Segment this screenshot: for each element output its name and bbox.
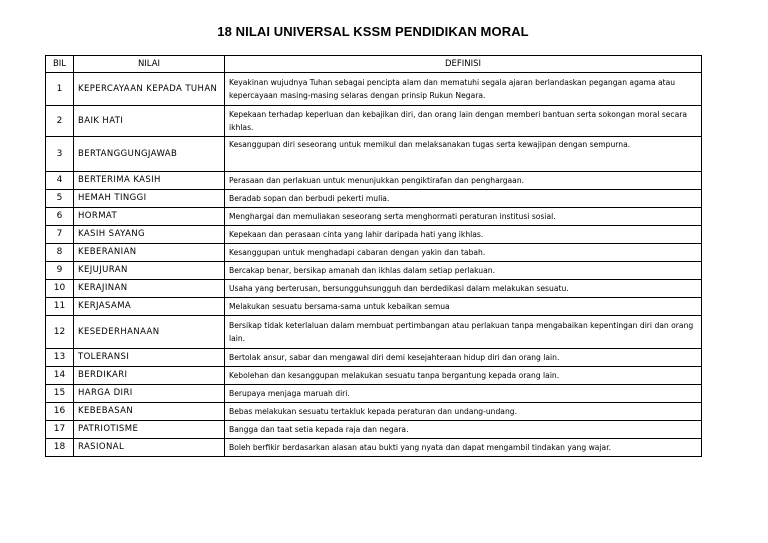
row-number: 17 bbox=[46, 421, 74, 439]
header-definisi: DEFINISI bbox=[225, 56, 702, 73]
row-number: 15 bbox=[46, 385, 74, 403]
row-number: 4 bbox=[46, 172, 74, 190]
table-row bbox=[46, 403, 702, 421]
row-number: 18 bbox=[46, 439, 74, 457]
value-definition: Bangga dan taat setia kepada raja dan negara. bbox=[225, 421, 702, 439]
value-definition: Bersikap tidak keterlaluan dalam membuat pertimbangan atau perlakuan tanpa mengabaikan kepentingan diri dan orang lain. bbox=[225, 316, 702, 349]
value-name: BERTERIMA KASIH bbox=[74, 172, 225, 190]
value-definition: Menghargai dan memuliakan seseorang serta menghormati peraturan institusi sosial. bbox=[225, 208, 702, 226]
value-definition: Boleh berfikir berdasarkan alasan atau bukti yang nyata dan dapat mengambil tindakan yang wajar. bbox=[225, 439, 702, 457]
value-name: KEJUJURAN bbox=[74, 262, 225, 280]
row-number: 9 bbox=[46, 262, 74, 280]
page-title: 18 NILAI UNIVERSAL KSSM PENDIDIKAN MORAL bbox=[217, 24, 529, 39]
value-name: KASIH SAYANG bbox=[74, 226, 225, 244]
value-name: KEBEBASAN bbox=[74, 403, 225, 421]
value-definition: Usaha yang berterusan, bersungguhsungguh dan berdedikasi dalam melakukan sesuatu. bbox=[225, 280, 702, 298]
value-definition: Keyakinan wujudnya Tuhan sebagai pencipta alam dan mematuhi segala ajaran berlandaskan pegangan agama atau kepercayaan masing-masing selaras dengan prinsip Rukun Negara. bbox=[225, 73, 702, 106]
row-number: 11 bbox=[46, 298, 74, 316]
row-number: 14 bbox=[46, 367, 74, 385]
table-row bbox=[46, 190, 702, 208]
table-row bbox=[46, 73, 702, 106]
value-definition: Perasaan dan perlakuan untuk menunjukkan pengiktirafan dan penghargaan. bbox=[225, 172, 702, 190]
value-definition: Berupaya menjaga maruah diri. bbox=[225, 385, 702, 403]
table-row bbox=[46, 137, 702, 172]
value-name: BERDIKARI bbox=[74, 367, 225, 385]
row-number: 13 bbox=[46, 349, 74, 367]
table-row bbox=[46, 244, 702, 262]
value-name: PATRIOTISME bbox=[74, 421, 225, 439]
table-row bbox=[46, 349, 702, 367]
table-row bbox=[46, 262, 702, 280]
table-row bbox=[46, 439, 702, 457]
table-row bbox=[46, 298, 702, 316]
value-definition: Bercakap benar, bersikap amanah dan ikhlas dalam setiap perlakuan. bbox=[225, 262, 702, 280]
value-name: KESEDERHANAAN bbox=[74, 316, 225, 349]
value-name: HARGA DIRI bbox=[74, 385, 225, 403]
value-definition: Kepekaan terhadap keperluan dan kebajikan diri, dan orang lain dengan memberi bantuan serta sokongan moral secara ikhlas. bbox=[225, 106, 702, 137]
value-definition: Kepekaan dan perasaan cinta yang lahir daripada hati yang ikhlas. bbox=[225, 226, 702, 244]
table-row bbox=[46, 106, 702, 137]
value-name: HEMAH TINGGI bbox=[74, 190, 225, 208]
row-number: 3 bbox=[46, 137, 74, 172]
table-row bbox=[46, 367, 702, 385]
row-number: 12 bbox=[46, 316, 74, 349]
value-name: KERAJINAN bbox=[74, 280, 225, 298]
value-name: RASIONAL bbox=[74, 439, 225, 457]
value-name: TOLERANSI bbox=[74, 349, 225, 367]
table-header-row bbox=[46, 56, 702, 73]
value-definition: Bebas melakukan sesuatu tertakluk kepada peraturan dan undang-undang. bbox=[225, 403, 702, 421]
value-definition: Melakukan sesuatu bersama-sama untuk kebaikan semua bbox=[225, 298, 702, 316]
table-row bbox=[46, 421, 702, 439]
table-row bbox=[46, 280, 702, 298]
value-name: KEBERANIAN bbox=[74, 244, 225, 262]
value-definition: Beradab sopan dan berbudi pekerti mulia. bbox=[225, 190, 702, 208]
row-number: 1 bbox=[46, 73, 74, 106]
table-row bbox=[46, 208, 702, 226]
table-row bbox=[46, 385, 702, 403]
value-name: KERJASAMA bbox=[74, 298, 225, 316]
row-number: 16 bbox=[46, 403, 74, 421]
value-name: HORMAT bbox=[74, 208, 225, 226]
table-row bbox=[46, 316, 702, 349]
value-definition: Kebolehan dan kesanggupan melakukan sesuatu tanpa bergantung kepada orang lain. bbox=[225, 367, 702, 385]
row-number: 6 bbox=[46, 208, 74, 226]
row-number: 8 bbox=[46, 244, 74, 262]
value-name: BAIK HATI bbox=[74, 106, 225, 137]
row-number: 7 bbox=[46, 226, 74, 244]
header-bil: BIL bbox=[46, 56, 74, 73]
header-nilai: NILAI bbox=[74, 56, 225, 73]
row-number: 2 bbox=[46, 106, 74, 137]
value-definition: Kesanggupan diri seseorang untuk memikul dan melaksanakan tugas serta kewajipan dengan sempurna. bbox=[225, 137, 702, 172]
value-definition: Kesanggupan untuk menghadapi cabaran dengan yakin dan tabah. bbox=[225, 244, 702, 262]
row-number: 10 bbox=[46, 280, 74, 298]
table-row bbox=[46, 226, 702, 244]
table-row bbox=[46, 172, 702, 190]
value-name: BERTANGGUNGJAWAB bbox=[74, 137, 225, 172]
row-number: 5 bbox=[46, 190, 74, 208]
value-name: KEPERCAYAAN KEPADA TUHAN bbox=[74, 73, 225, 106]
values-table bbox=[45, 55, 702, 457]
value-definition: Bertolak ansur, sabar dan mengawal diri demi kesejahteraan hidup diri dan orang lain. bbox=[225, 349, 702, 367]
